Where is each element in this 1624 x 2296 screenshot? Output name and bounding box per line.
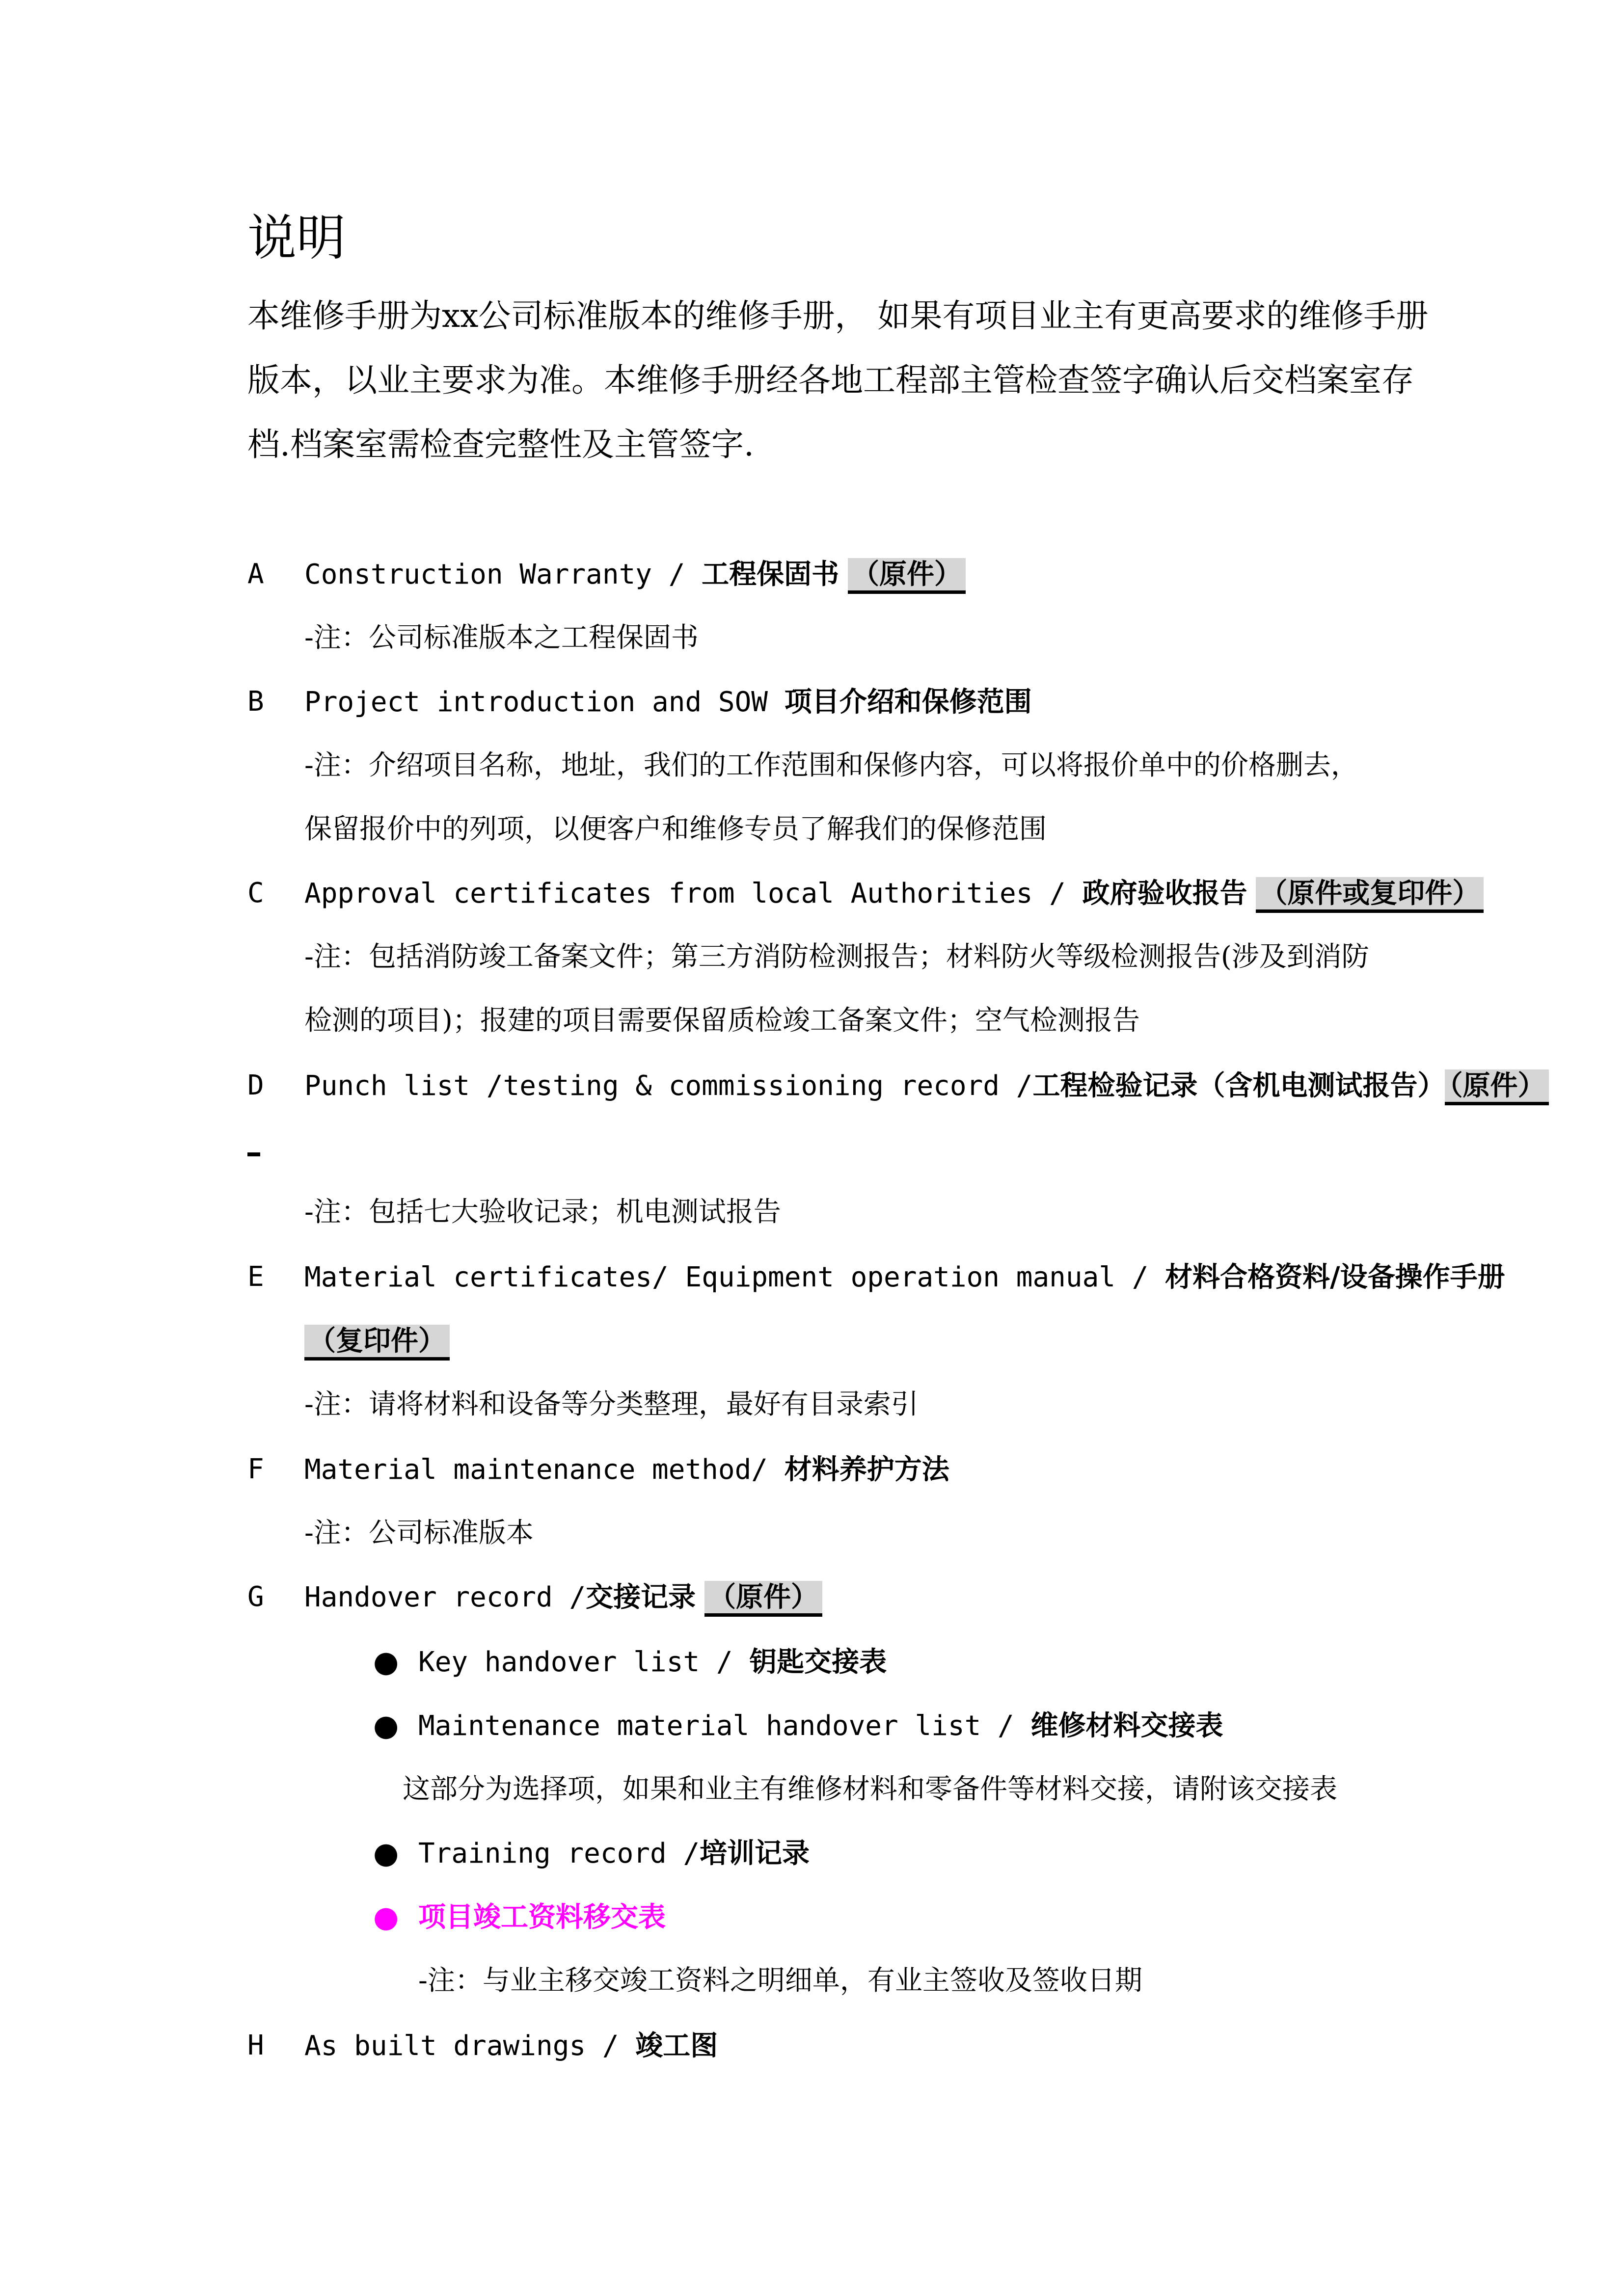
bullet-icon: ● <box>373 1900 399 1934</box>
section-letter: A <box>247 558 264 590</box>
handover-cn: 培训记录 <box>700 1837 810 1869</box>
section-letter: C <box>247 877 264 909</box>
doc-type-tag: （复印件） <box>304 1325 450 1361</box>
handover-cn: 项目竣工资料移交表 <box>418 1901 666 1933</box>
section-cn: 材料养护方法 <box>784 1453 949 1486</box>
section-cn: 政府验收报告 <box>1082 877 1247 909</box>
page-title: 说明 <box>247 209 346 267</box>
section-note: 保留报价中的列项，以便客户和维修专员了解我们的保修范围 <box>304 813 1047 845</box>
bullet-icon: ● <box>373 1836 399 1870</box>
section-letter: G <box>247 1581 264 1613</box>
doc-type-tag: （原件） <box>848 558 966 594</box>
section-en: Project introduction and SOW <box>304 686 785 718</box>
bullet-icon: ● <box>373 1709 399 1743</box>
section-letter: E <box>247 1261 264 1293</box>
handover-note: 这部分为选择项，如果和业主有维修材料和零备件等材料交接，请附该交接表 <box>403 1773 1337 1805</box>
wrapped-underline-dash <box>247 1152 260 1156</box>
doc-type-tag: （原件） <box>1445 1069 1549 1105</box>
section-letter: B <box>247 686 264 718</box>
section-en: Handover record / <box>304 1581 586 1613</box>
doc-type-tag: （原件） <box>704 1581 822 1617</box>
section-en: Material maintenance method/ <box>304 1454 785 1486</box>
section-en: Material certificates/ Equipment operation manual / <box>304 1261 1165 1293</box>
handover-cn: 钥匙交接表 <box>749 1646 887 1678</box>
section-note: -注：公司标准版本 <box>304 1517 534 1549</box>
section-cn: 项目介绍和保修范围 <box>784 686 1032 718</box>
section-note: 检测的项目)；报建的项目需要保留质检竣工备案文件；空气检测报告 <box>304 1005 1140 1037</box>
section-en: As built drawings / <box>304 2030 636 2062</box>
section-note: -注：包括七大验收记录；机电测试报告 <box>304 1196 781 1228</box>
section-note: -注：包括消防竣工备案文件；第三方消防检测报告；材料防火等级检测报告(涉及到消防 <box>304 941 1369 973</box>
section-e-tag-line <box>304 1321 450 1361</box>
section-en: Approval certificates from local Authorities / <box>304 878 1083 909</box>
doc-type-tag: （原件或复印件） <box>1256 877 1484 913</box>
section-cn: 工程保固书 <box>702 558 839 590</box>
bullet-icon: ● <box>373 1645 399 1679</box>
section-note: -注：介绍项目名称，地址，我们的工作范围和保修内容，可以将报价单中的价格删去， <box>304 749 1358 781</box>
section-en: Punch list /testing & commissioning record / <box>304 1070 1033 1102</box>
section-cn: 交接记录 <box>586 1581 696 1613</box>
handover-en: Maintenance material handover list / <box>418 1710 1031 1742</box>
handover-en: Training record / <box>418 1838 700 1869</box>
section-letter: H <box>247 2029 264 2061</box>
section-en: Construction Warranty / <box>304 559 702 590</box>
section-cn: 工程检验记录（含机电测试报告） <box>1032 1069 1445 1102</box>
intro-paragraph: 本维修手册为xx公司标准版本的维修手册， 如果有项目业主有更高要求的维修手册版本，以业主要求为准。本维修手册经各地工程部主管检查签字确认后交档案室存档.档案室需检查完整性及主管签字. <box>247 297 1429 463</box>
section-letter: F <box>247 1453 264 1485</box>
handover-cn: 维修材料交接表 <box>1030 1709 1223 1742</box>
section-cn: 竣工图 <box>635 2029 718 2062</box>
handover-note: -注：与业主移交竣工资料之明细单，有业主签收及签收日期 <box>418 1965 1142 1997</box>
section-letter: D <box>247 1069 264 1101</box>
handover-en: Key handover list / <box>418 1646 750 1678</box>
section-note: -注：请将材料和设备等分类整理，最好有目录索引 <box>304 1388 919 1420</box>
section-cn: 材料合格资料/设备操作手册 <box>1165 1261 1505 1293</box>
section-note: -注：公司标准版本之工程保固书 <box>304 622 699 654</box>
